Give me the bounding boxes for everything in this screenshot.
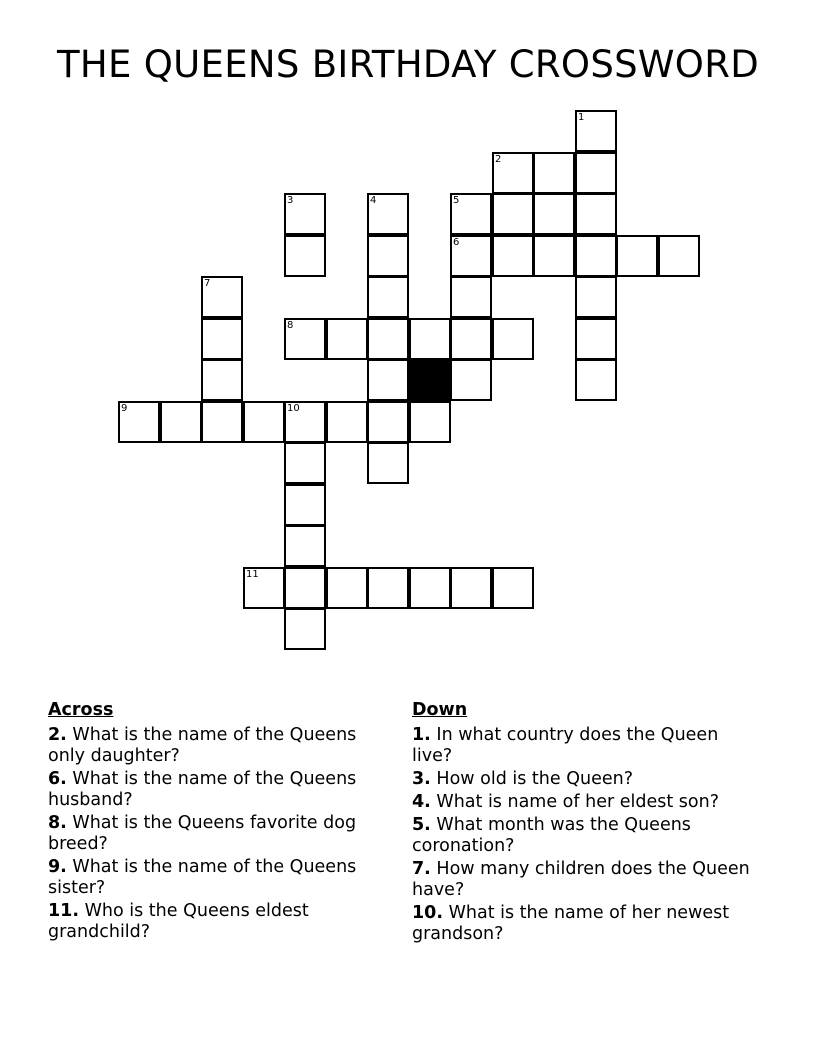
cell-number: 5: [453, 195, 460, 206]
grid-cell[interactable]: [367, 193, 409, 235]
clue-number: 1.: [412, 725, 431, 745]
cell-number: 7: [204, 278, 211, 289]
grid-cell[interactable]: [450, 359, 492, 401]
grid-cell[interactable]: [367, 235, 409, 277]
grid-cell[interactable]: [492, 318, 534, 360]
grid-cell[interactable]: [326, 401, 368, 443]
grid-cell[interactable]: [450, 567, 492, 609]
grid-cell[interactable]: [243, 401, 285, 443]
grid-cell[interactable]: [492, 235, 534, 277]
clue-item: [412, 769, 762, 790]
grid-cell[interactable]: [284, 525, 326, 567]
grid-cell[interactable]: [367, 442, 409, 484]
across-heading: Across: [48, 700, 114, 720]
clue-text: Who is the Queens eldest grandchild?: [48, 901, 309, 942]
grid-cell[interactable]: [409, 401, 451, 443]
grid-cell[interactable]: [367, 276, 409, 318]
clue-item: [48, 769, 388, 811]
across-clues: [48, 700, 388, 945]
grid-cell[interactable]: [201, 276, 243, 318]
clue-text: What is the name of the Queens husband?: [48, 769, 357, 810]
grid-cell[interactable]: [284, 235, 326, 277]
cell-number: 10: [287, 403, 300, 414]
clue-text: What is name of her eldest son?: [436, 792, 719, 812]
clue-item: [48, 813, 388, 855]
grid-cell[interactable]: [201, 401, 243, 443]
clue-text: What is the name of the Queens only daughter?: [48, 725, 357, 766]
grid-cell[interactable]: [284, 484, 326, 526]
grid-cell[interactable]: [575, 110, 617, 152]
clue-text: What month was the Queens coronation?: [412, 815, 691, 856]
grid-cell[interactable]: [450, 235, 492, 277]
grid-cell[interactable]: [284, 608, 326, 650]
grid-cell[interactable]: [284, 193, 326, 235]
grid-cell[interactable]: [450, 193, 492, 235]
cell-number: 8: [287, 320, 294, 331]
grid-cell[interactable]: [326, 567, 368, 609]
clue-item: [412, 725, 762, 767]
black-cell: [409, 359, 451, 401]
clue-number: 2.: [48, 725, 67, 745]
grid-cell[interactable]: [284, 401, 326, 443]
clue-number: 4.: [412, 792, 431, 812]
clue-number: 3.: [412, 769, 431, 789]
clue-text: What is the name of the Queens sister?: [48, 857, 357, 898]
page-title: THE QUEENS BIRTHDAY CROSSWORD: [56, 43, 760, 86]
grid-cell[interactable]: [575, 276, 617, 318]
grid-cell[interactable]: [284, 442, 326, 484]
grid-cell[interactable]: [533, 152, 575, 194]
clue-item: [412, 792, 762, 813]
clue-number: 6.: [48, 769, 67, 789]
grid-cell[interactable]: [658, 235, 700, 277]
grid-cell[interactable]: [409, 567, 451, 609]
grid-cell[interactable]: [160, 401, 202, 443]
clue-text: In what country does the Queen live?: [412, 725, 719, 766]
clue-number: 9.: [48, 857, 67, 877]
cell-number: 4: [370, 195, 377, 206]
grid-cell[interactable]: [201, 318, 243, 360]
clue-text: What is the Queens favorite dog breed?: [48, 813, 357, 854]
grid-cell[interactable]: [450, 318, 492, 360]
grid-cell[interactable]: [533, 235, 575, 277]
grid-cell[interactable]: [616, 235, 658, 277]
clue-number: 10.: [412, 903, 444, 923]
grid-cell[interactable]: [575, 235, 617, 277]
cell-number: 6: [453, 237, 460, 248]
cell-number: 11: [246, 569, 259, 580]
clue-number: 8.: [48, 813, 67, 833]
clue-text: How many children does the Queen have?: [412, 859, 750, 900]
cell-number: 3: [287, 195, 294, 206]
cell-number: 2: [495, 154, 502, 165]
down-heading: Down: [412, 700, 468, 720]
grid-cell[interactable]: [575, 193, 617, 235]
clue-item: [48, 857, 388, 899]
grid-cell[interactable]: [201, 359, 243, 401]
grid-cell[interactable]: [118, 401, 160, 443]
clue-item: [48, 725, 388, 767]
grid-cell[interactable]: [367, 567, 409, 609]
grid-cell[interactable]: [533, 193, 575, 235]
clue-text: How old is the Queen?: [436, 769, 633, 789]
grid-cell[interactable]: [450, 276, 492, 318]
grid-cell[interactable]: [367, 401, 409, 443]
cell-number: 1: [578, 112, 585, 123]
grid-cell[interactable]: [492, 567, 534, 609]
grid-cell[interactable]: [326, 318, 368, 360]
grid-cell[interactable]: [284, 567, 326, 609]
grid-cell[interactable]: [575, 359, 617, 401]
grid-cell[interactable]: [243, 567, 285, 609]
cell-number: 9: [121, 403, 128, 414]
grid-cell[interactable]: [575, 318, 617, 360]
clue-number: 7.: [412, 859, 431, 879]
grid-cell[interactable]: [492, 152, 534, 194]
grid-cell[interactable]: [367, 359, 409, 401]
clue-text: What is the name of her newest grandson?: [412, 903, 730, 944]
grid-cell[interactable]: [367, 318, 409, 360]
down-clues: [412, 700, 762, 947]
grid-cell[interactable]: [284, 318, 326, 360]
grid-cell[interactable]: [409, 318, 451, 360]
clue-number: 11.: [48, 901, 80, 921]
grid-cell[interactable]: [575, 152, 617, 194]
clue-item: [412, 903, 762, 945]
clue-item: [412, 859, 762, 901]
clue-item: [412, 815, 762, 857]
clue-item: [48, 901, 388, 943]
grid-cell[interactable]: [492, 193, 534, 235]
clue-number: 5.: [412, 815, 431, 835]
